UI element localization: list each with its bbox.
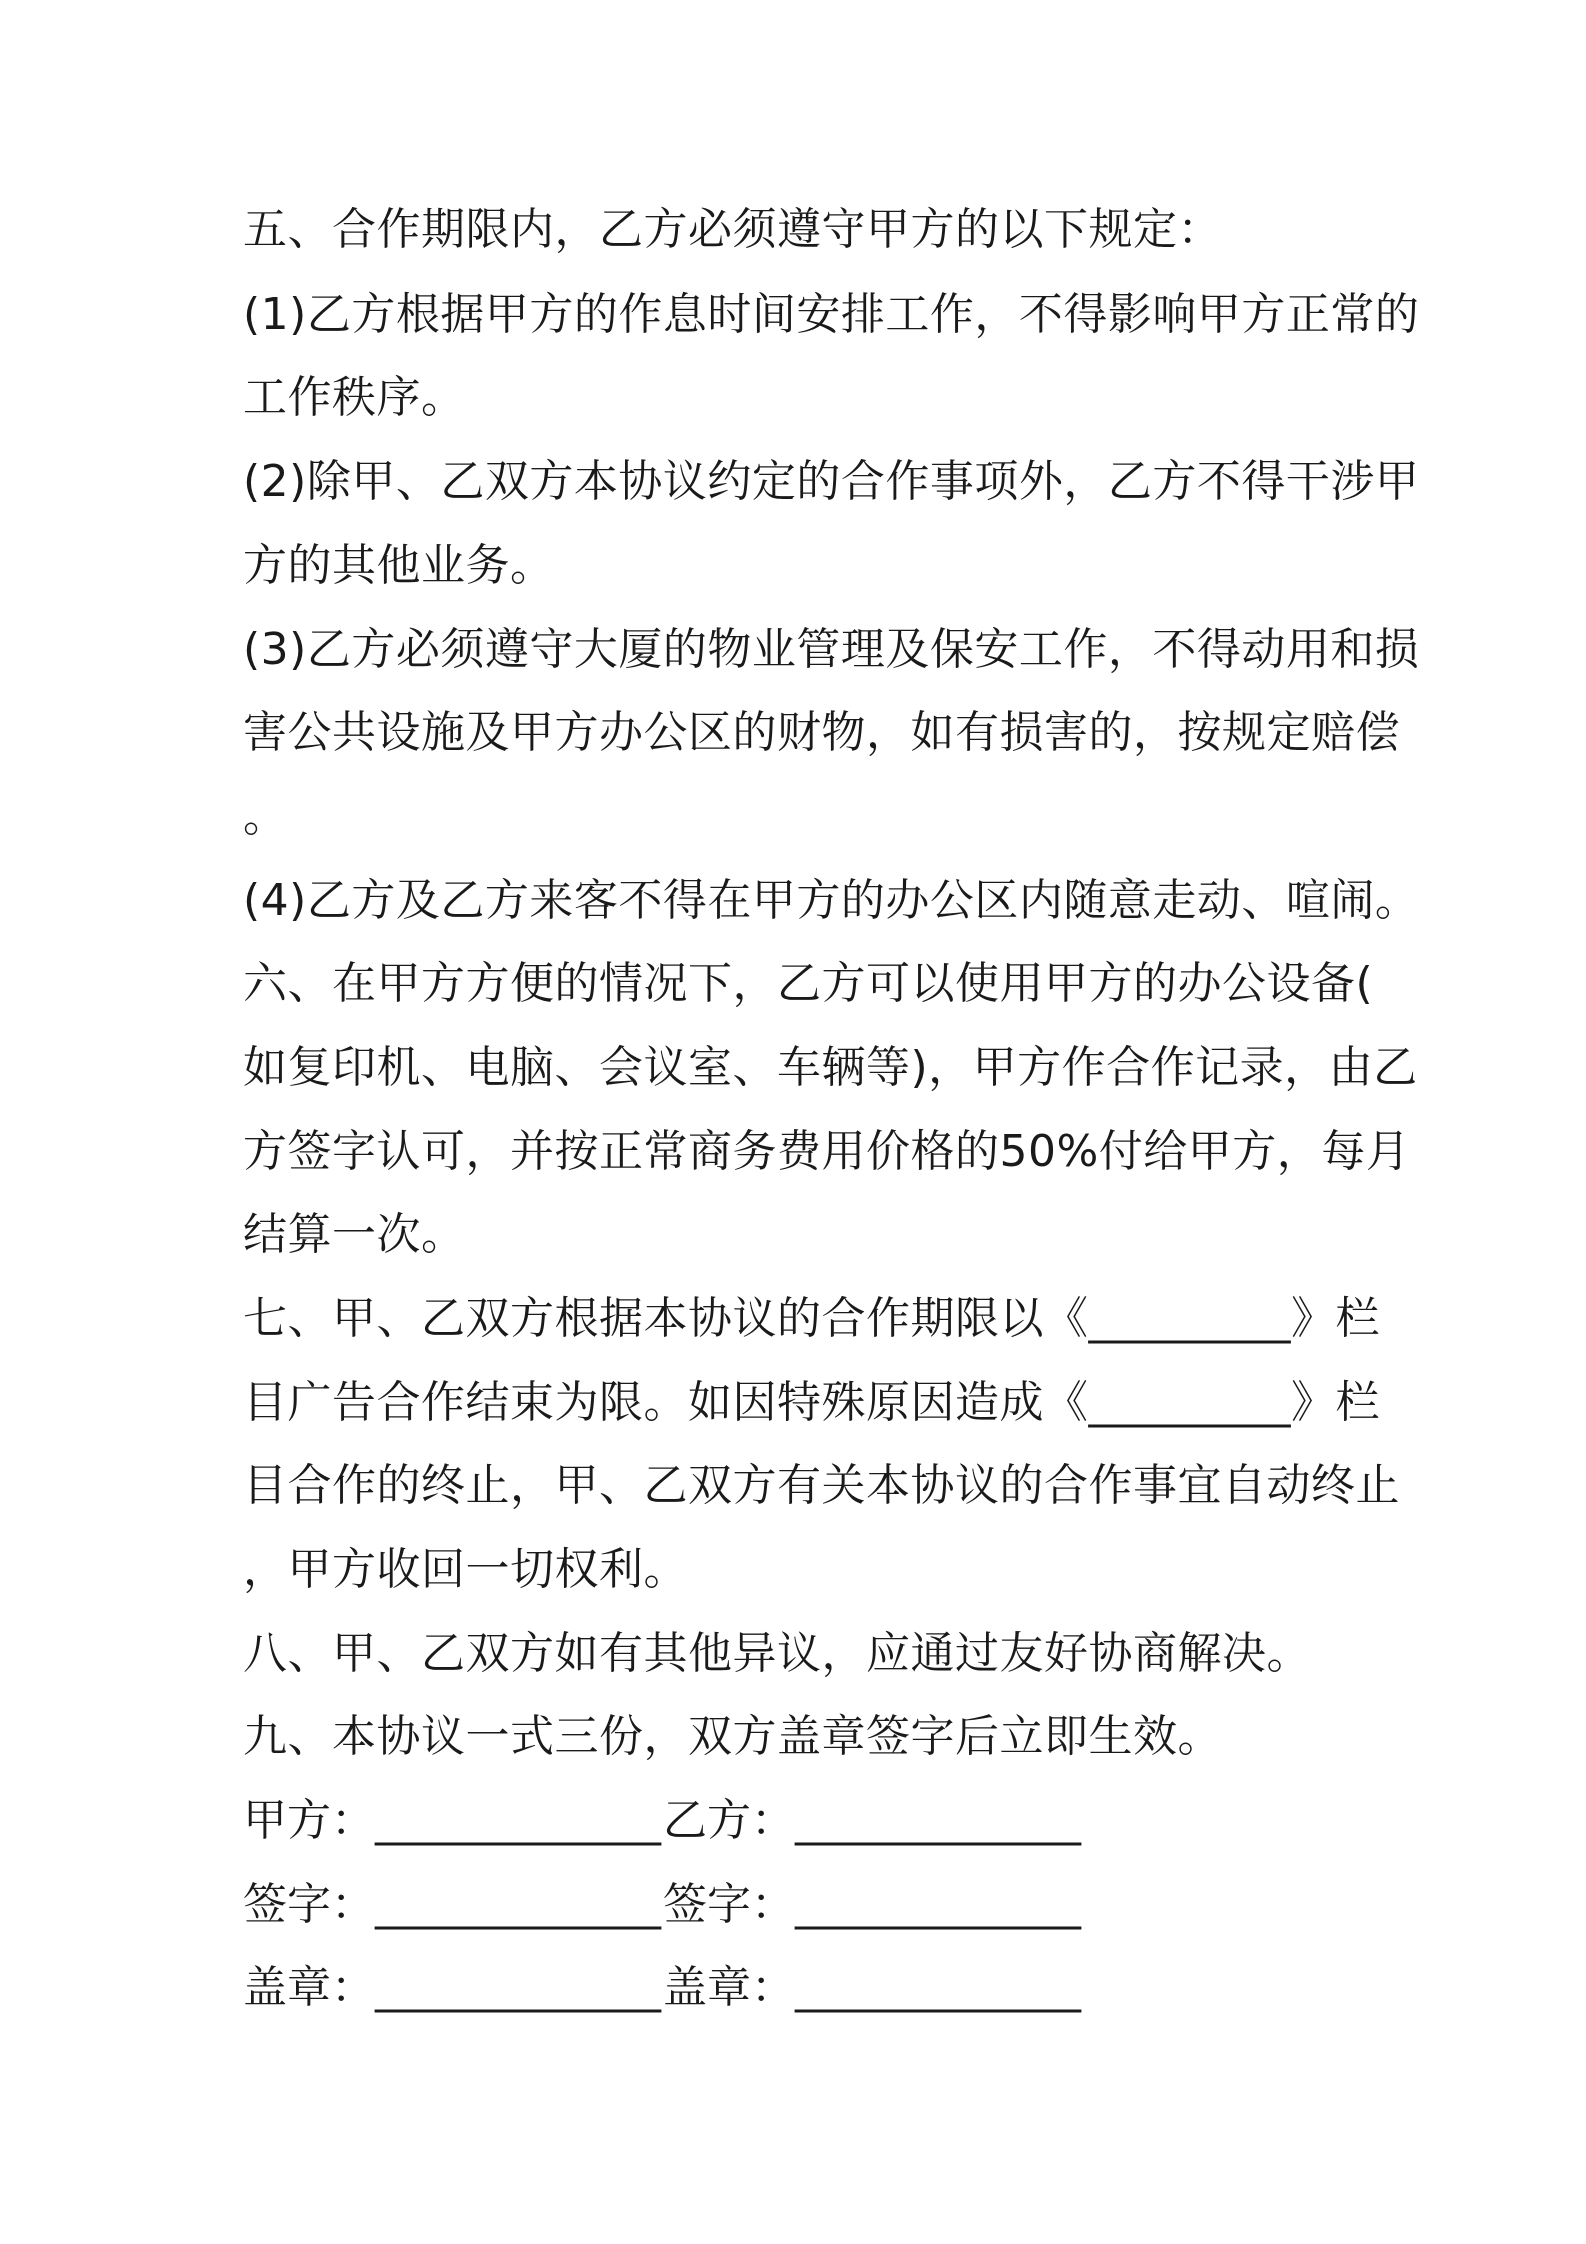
clause-7-line-3: 目合作的终止，甲、乙双方有关本协议的合作事宜自动终止 xyxy=(243,1460,1400,1511)
signature-row-party xyxy=(243,1791,1363,1851)
signature-row-seal xyxy=(243,1958,1363,2018)
clause-5-heading: 五、合作期限内，乙方必须遵守甲方的以下规定： xyxy=(243,204,1222,255)
party-a-seal-field: 盖章：_____________ xyxy=(243,1962,661,2013)
clause-5-item-1-line-1: (1)乙方根据甲方的作息时间安排工作，不得影响甲方正常的 xyxy=(243,289,1420,340)
clause-9: 九、本协议一式三份，双方盖章签字后立即生效。 xyxy=(243,1711,1222,1762)
party-b-field: 乙方：_____________ xyxy=(663,1795,1081,1846)
clause-7-line-4: ，甲方收回一切权利。 xyxy=(243,1544,688,1595)
party-b-signature-field: 签字：_____________ xyxy=(663,1879,1081,1930)
clause-7-line-2: 目广告合作结束为限。如因特殊原因造成《_________》栏 xyxy=(243,1377,1380,1428)
clause-5-item-3-line-2: 害公共设施及甲方办公区的财物，如有损害的，按规定赔偿 xyxy=(243,707,1400,758)
clause-5-item-2-line-1: (2)除甲、乙双方本协议约定的合作事项外，乙方不得干涉甲 xyxy=(243,456,1420,507)
clause-5-item-3-line-3: 。 xyxy=(243,791,288,842)
clause-5-item-1-line-2: 工作秩序。 xyxy=(243,372,466,423)
clause-6-line-3: 方签字认可，并按正常商务费用价格的50%付给甲方，每月 xyxy=(243,1126,1411,1177)
clause-8: 八、甲、乙双方如有其他异议，应通过友好协商解决。 xyxy=(243,1628,1311,1679)
party-a-field: 甲方：_____________ xyxy=(243,1795,661,1846)
clause-6-line-4: 结算一次。 xyxy=(243,1209,466,1260)
clause-5-item-3-line-1: (3)乙方必须遵守大厦的物业管理及保安工作，不得动用和损 xyxy=(243,624,1420,675)
party-a-signature-field: 签字：_____________ xyxy=(243,1879,661,1930)
clause-5-item-2-line-2: 方的其他业务。 xyxy=(243,540,555,591)
clause-7-line-1: 七、甲、乙双方根据本协议的合作期限以《_________》栏 xyxy=(243,1293,1380,1344)
clause-6-line-2: 如复印机、电脑、会议室、车辆等)，甲方作合作记录，由乙 xyxy=(243,1042,1418,1093)
signature-row-sign xyxy=(243,1875,1363,1935)
clause-5-item-4: (4)乙方及乙方来客不得在甲方的办公区内随意走动、喧闹。 xyxy=(243,875,1420,926)
clause-6-line-1: 六、在甲方方便的情况下，乙方可以使用甲方的办公设备( xyxy=(243,958,1374,1009)
party-b-seal-field: 盖章：_____________ xyxy=(663,1962,1081,2013)
